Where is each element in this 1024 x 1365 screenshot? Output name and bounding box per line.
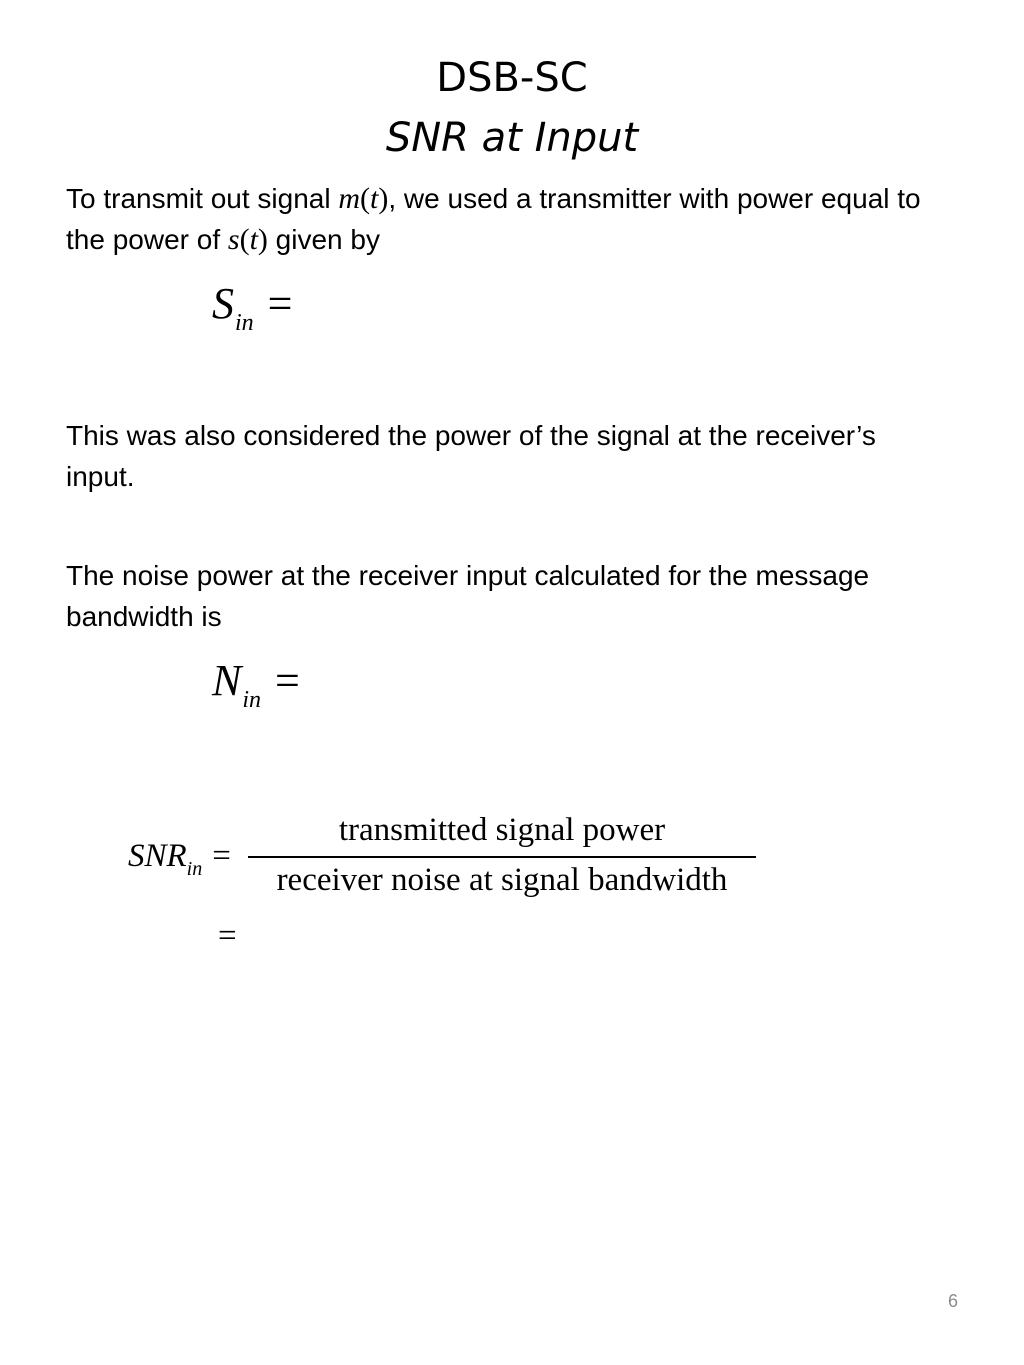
math-t2: t <box>249 223 258 256</box>
snr-numerator: transmitted signal power <box>338 812 666 848</box>
math-t: t <box>370 182 379 215</box>
slide-title: DSB-SC <box>436 55 588 101</box>
equation-s-in <box>212 278 293 336</box>
eq-s-subscript: in <box>235 310 254 336</box>
para1-text-2: , we used a transmitter with power equal to the power of <box>66 183 921 255</box>
para1-text-3: given by <box>267 224 380 255</box>
slide-subtitle: SNR at Input <box>385 115 639 161</box>
page-number: 6 <box>947 1291 958 1311</box>
equation-n-in <box>212 655 300 713</box>
math-m-of-t: m(t) <box>338 182 389 215</box>
snr-subscript: in <box>186 858 203 880</box>
paragraph-transmit <box>66 178 946 260</box>
eq-n-equals: = <box>275 656 300 705</box>
equation-snr-lhs <box>128 838 231 880</box>
math-m: m <box>338 182 361 215</box>
paragraph-receiver-input: This was also considered the power of the signal at the receiver’s input. <box>66 420 876 492</box>
math-s: s <box>227 223 240 256</box>
math-s-of-t: s(t) <box>227 223 268 256</box>
para1-text-1: To transmit out signal <box>66 183 339 214</box>
snr-second-equals: = <box>218 918 237 954</box>
snr-symbol: SNR <box>128 838 187 874</box>
eq-n-subscript: in <box>242 687 262 713</box>
snr-denominator: receiver noise at signal bandwidth <box>276 862 728 898</box>
eq-n-symbol: N <box>212 656 242 705</box>
eq-s-equals: = <box>267 279 293 328</box>
snr-equals: = <box>212 838 231 874</box>
snr-fraction-bar <box>248 856 756 858</box>
paragraph-noise-power: The noise power at the receiver input calculated for the message bandwidth is <box>66 560 870 632</box>
eq-s-symbol: S <box>212 279 234 328</box>
